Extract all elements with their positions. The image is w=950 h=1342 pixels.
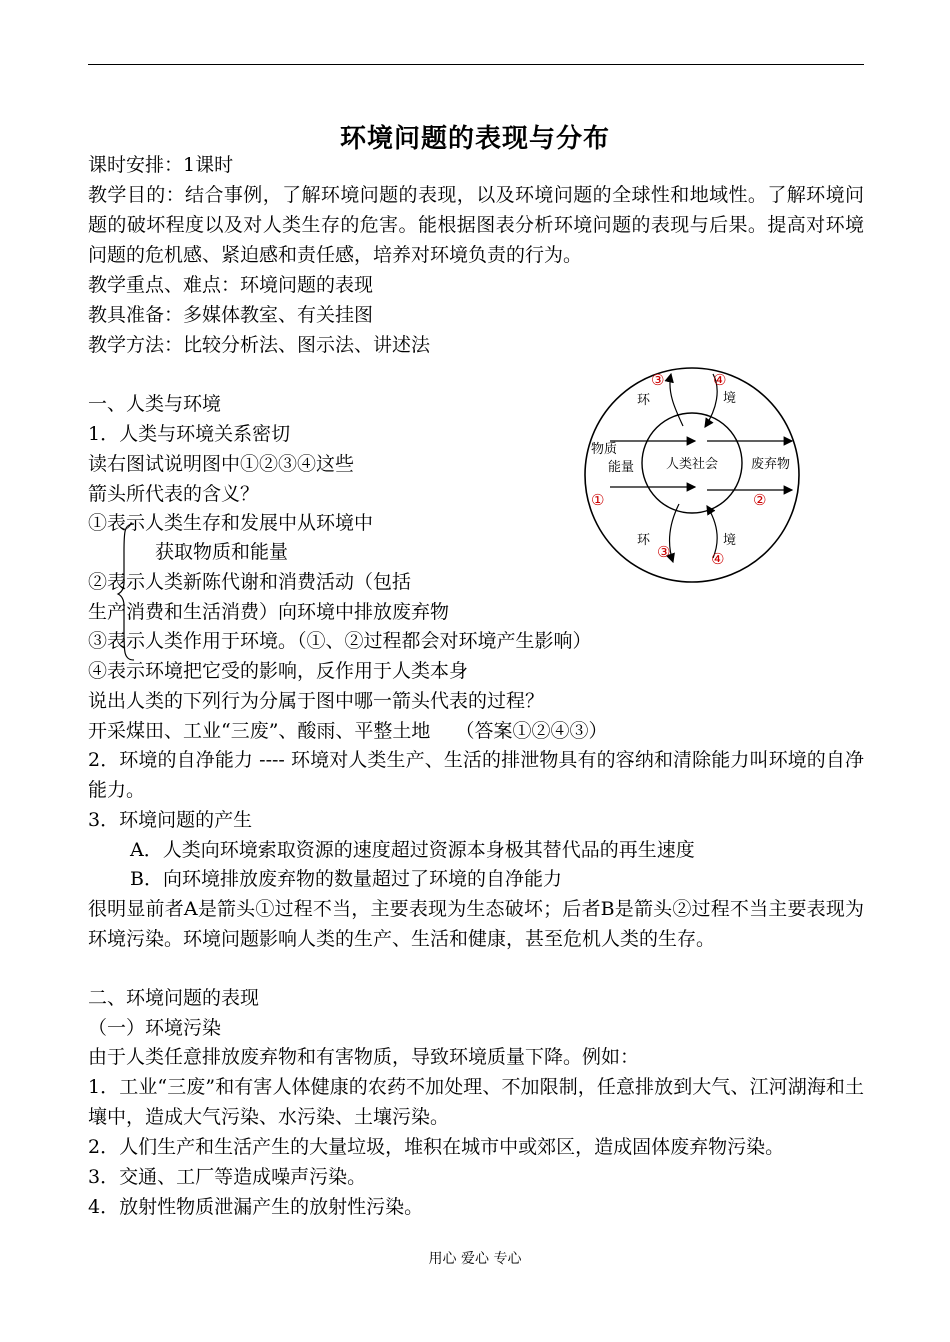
- diagram-env-bottom-left: 环: [637, 533, 651, 548]
- answer4: ④表示环境把它受的影响，反作用于人类本身: [88, 660, 469, 682]
- pollution-item-4: 4．放射性物质泄漏产生的放射性污染。: [88, 1196, 424, 1218]
- answer2-line1: ②表示人类新陈代谢和消费活动（包括: [88, 571, 412, 593]
- question1-line2: 箭头所代表的含义？: [88, 483, 260, 505]
- human-environment-diagram: [575, 364, 805, 586]
- diagram-marker-4-bottom: ④: [711, 550, 725, 568]
- cause-b: B．向环境排放废弃物的数量超过了环境的自净能力: [130, 868, 562, 890]
- answer3: ③表示人类作用于环境。（①、②过程都会对环境产生影响）: [88, 630, 592, 652]
- pollution-item-1: 1．工业“三废”和有害人体健康的农药不加处理、不加限制，任意排放到大气、江河湖海和土壤中，造成大气污染、水污染、土壤污染。: [88, 1076, 864, 1128]
- key-points: 教学重点、难点：环境问题的表现: [88, 274, 374, 296]
- environment-circle: [585, 368, 799, 582]
- section2-sub1: （一）环境污染: [88, 1017, 222, 1039]
- answer2-line2: 生产消费和生活消费）向环境中排放废弃物: [88, 601, 450, 623]
- answer1-line2: 获取物质和能量: [155, 541, 289, 563]
- diagram-energy-label: 能量: [608, 460, 635, 475]
- question2-answer: 开采煤田、工业“三废”、酸雨、平整土地 （答案①②④③）: [88, 720, 608, 742]
- self-purification: 2．环境的自净能力 ---- 环境对人类生产、生活的排泄物具有的容纳和清除能力叫环境的自净能力。: [88, 749, 864, 801]
- arrow-3-bottom: [670, 504, 679, 562]
- section1-sub1: 1．人类与环境关系密切: [88, 423, 291, 445]
- teaching-methods: 教学方法：比较分析法、图示法、讲述法: [88, 334, 431, 356]
- diagram-marker-3-top: ③: [651, 371, 665, 389]
- arrow-3-top: [670, 374, 683, 426]
- page-footer: 用心 爱心 专心: [428, 1251, 522, 1267]
- diagram-marker-2: ②: [753, 491, 767, 509]
- cause-a: A．人类向环境索取资源的速度超过资源本身极其替代品的再生速度: [130, 839, 695, 861]
- diagram-env-bottom-right: 境: [723, 533, 737, 548]
- top-rule: [88, 64, 864, 65]
- question1-line1: 读右图试说明图中①②③④这些: [88, 453, 355, 475]
- section1-sub3: 3．环境问题的产生: [88, 809, 253, 831]
- diagram-marker-3-bottom: ③: [657, 543, 671, 561]
- section2-heading: 二、环境问题的表现: [88, 987, 260, 1009]
- pollution-item-2: 2．人们生产和生活产生的大量垃圾，堆积在城市中或郊区，造成固体废弃物污染。: [88, 1136, 785, 1158]
- diagram-marker-1: ①: [591, 491, 605, 509]
- diagram-matter-label: 物质: [591, 442, 618, 457]
- diagram-waste-label: 废弃物: [751, 457, 791, 472]
- diagram-marker-4-top: ④: [713, 371, 727, 389]
- document-title: 环境问题的表现与分布: [339, 124, 610, 154]
- section1-heading: 一、人类与环境: [88, 393, 222, 415]
- diagram-center-label: 人类社会: [665, 457, 719, 472]
- pollution-intro: 由于人类任意排放废弃物和有害物质，导致环境质量下降。例如：: [88, 1046, 640, 1068]
- pollution-item-3: 3．交通、工厂等造成噪声污染。: [88, 1166, 367, 1188]
- diagram-env-top-left: 环: [637, 393, 651, 408]
- teaching-aids: 教具准备：多媒体教室、有关挂图: [88, 304, 374, 326]
- brace-mark: [116, 522, 138, 662]
- diagram-env-top-right: 境: [723, 391, 737, 406]
- lesson-hours: 课时安排：1课时: [88, 154, 234, 176]
- answer1-line1: ①表示人类生存和发展中从环境中: [88, 512, 374, 534]
- conclusion: 很明显前者A是箭头①过程不当，主要表现为生态破坏；后者B是箭头②过程不当主要表现为环境污染。环境问题影响人类的生产、生活和健康，甚至危机人类的生存。: [88, 898, 864, 950]
- question2: 说出人类的下列行为分属于图中哪一箭头代表的过程？: [88, 690, 545, 712]
- teaching-objective: 教学目的：结合事例，了解环境问题的表现，以及环境问题的全球性和地域性。了解环境问题的破坏程度以及对人类生存的危害。能根据图表分析环境问题的表现与后果。提高对环境问题的危机感、紧迫感和责任感，培养对环境负责的行为。: [88, 184, 864, 266]
